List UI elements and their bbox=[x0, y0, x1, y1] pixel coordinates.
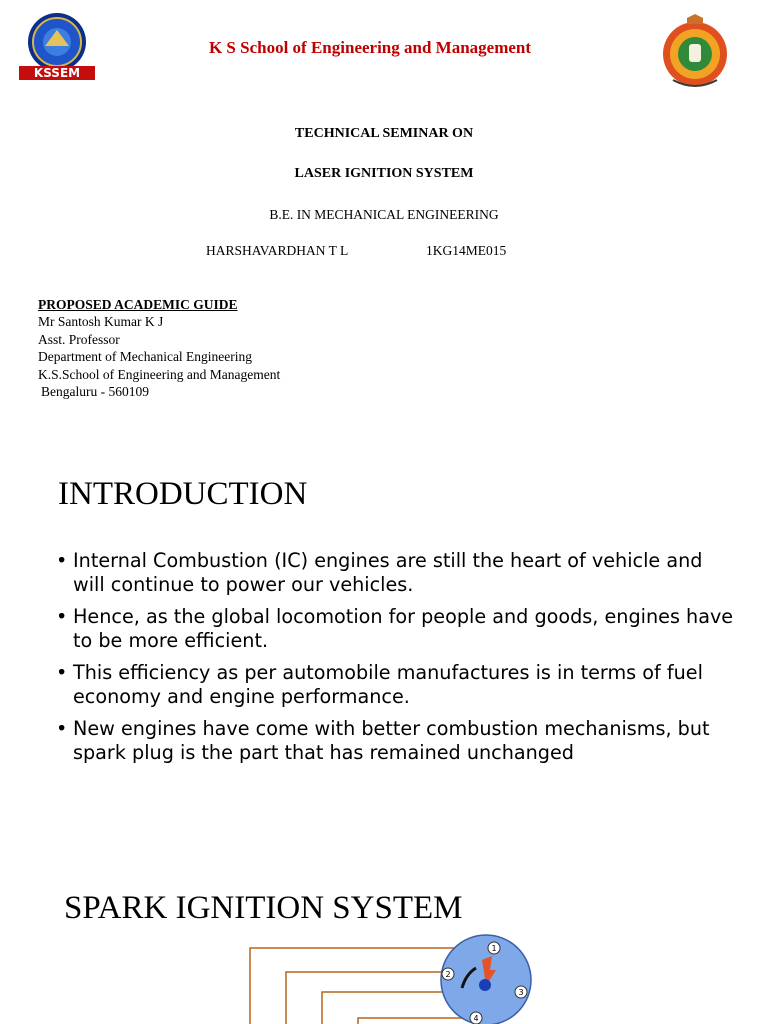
degree-text: B.E. IN MECHANICAL ENGINEERING bbox=[269, 207, 499, 222]
seminar-heading: TECHNICAL SEMINAR ON bbox=[294, 126, 474, 141]
terminal-label: 3 bbox=[518, 988, 524, 997]
bullet-icon: • bbox=[56, 605, 68, 628]
list-item bbox=[56, 661, 736, 709]
bullet-icon: • bbox=[56, 549, 68, 572]
list-item bbox=[56, 717, 736, 765]
guide-designation: Asst. Professor bbox=[38, 331, 120, 347]
school-name: K S School of Engineering and Management bbox=[208, 38, 532, 57]
bullet-text: Hence, as the global locomotion for people and goods, engines have to be more efficient. bbox=[73, 605, 734, 652]
terminal-label: 1 bbox=[491, 944, 497, 953]
project-title: LASER IGNITION SYSTEM bbox=[294, 166, 474, 181]
guide-institution: K.S.School of Engineering and Management bbox=[38, 366, 281, 382]
terminal-label: 4 bbox=[473, 1014, 479, 1023]
list-item bbox=[56, 549, 736, 597]
svg-text:KSSEM: KSSEM bbox=[33, 66, 81, 80]
university-emblem-logo bbox=[657, 14, 733, 88]
guide-heading: PROPOSED ACADEMIC GUIDE bbox=[38, 297, 238, 312]
terminal-label: 2 bbox=[445, 970, 451, 979]
bullet-icon: • bbox=[56, 717, 68, 740]
bullet-text: Internal Combustion (IC) engines are still the heart of vehicle and will continue to power our vehicles. bbox=[73, 549, 703, 596]
guide-block bbox=[38, 296, 280, 400]
student-usn: 1KG14ME015 bbox=[426, 243, 507, 258]
kssem-logo bbox=[17, 12, 97, 84]
bullet-text: This efficiency as per automobile manufactures is in terms of fuel economy and engine performance. bbox=[73, 661, 703, 708]
bullet-icon: • bbox=[56, 661, 68, 684]
student-name: HARSHAVARDHAN T L bbox=[206, 243, 349, 258]
intro-bullet-list bbox=[56, 549, 736, 773]
rotor-hub bbox=[479, 979, 491, 991]
guide-department: Department of Mechanical Engineering bbox=[38, 349, 253, 365]
ignition-distributor-diagram bbox=[230, 930, 550, 1024]
intro-title: INTRODUCTION bbox=[58, 476, 308, 512]
list-item bbox=[56, 605, 736, 653]
spark-ignition-title: SPARK IGNITION SYSTEM bbox=[64, 890, 463, 926]
guide-address: Bengaluru - 560109 bbox=[41, 384, 149, 400]
guide-name: Mr Santosh Kumar K J bbox=[38, 314, 164, 330]
bullet-text: New engines have come with better combustion mechanisms, but spark plug is the part that has remained unchanged bbox=[73, 717, 710, 764]
